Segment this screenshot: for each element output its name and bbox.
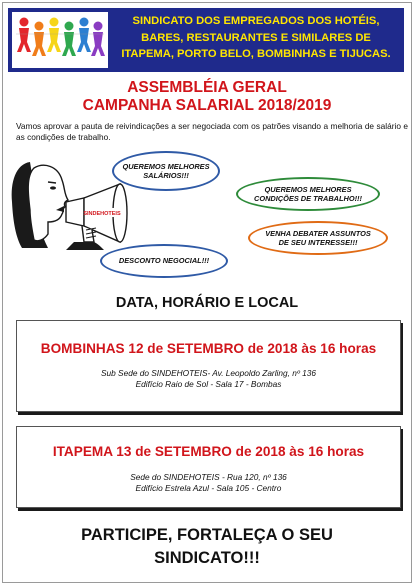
speech-bubble-conditions bbox=[236, 177, 380, 211]
union-name-line: BARES, RESTAURANTES E SIMILARES DE bbox=[141, 31, 371, 44]
intro-text: Vamos aprovar a pauta de reivindicações a ser negociada com os patrões visando a melhoria de salário e as condições de trabalho. bbox=[16, 121, 408, 142]
event-title: ITAPEMA 13 de SETEMBRO de 2018 às 16 horas bbox=[52, 444, 365, 459]
union-name-line: ITAPEMA, PORTO BELO, BOMBINHAS E TIJUCAS. bbox=[121, 48, 391, 60]
megaphone-label: SINDEHOTEIS bbox=[83, 211, 121, 217]
event-card-bombinhas bbox=[16, 320, 401, 412]
bubble-text: DE SEU INTERESSE!!! bbox=[278, 238, 358, 247]
union-name bbox=[108, 13, 404, 63]
event-card-itapema bbox=[16, 426, 401, 508]
bubble-text: QUEREMOS MELHORES bbox=[122, 161, 210, 171]
bubble-text: VENHA DEBATER ASSUNTOS bbox=[265, 228, 371, 238]
page-title: ASSEMBLÉIA GERAL bbox=[127, 79, 287, 96]
bubble-text: CONDIÇÕES DE TRABALHO!!! bbox=[254, 194, 362, 203]
event-title: BOMBINHAS 12 de SETEMBRO de 2018 às 16 horas bbox=[40, 341, 377, 356]
people-chain-logo-icon bbox=[12, 12, 108, 68]
union-name-line: SINDICATO DOS EMPREGADOS DOS HOTÉIS, bbox=[132, 15, 380, 27]
event-address: Sub Sede do SINDEHOTEIS- Av. Leopoldo Zarling, nº 136 bbox=[100, 368, 317, 378]
speech-bubble-discount bbox=[100, 244, 228, 278]
speech-bubble-debate bbox=[248, 221, 388, 255]
bubble-text: SALÁRIOS!!! bbox=[143, 171, 189, 180]
event-address: Sede do SINDEHOTEIS - Rua 120, nº 136 bbox=[130, 472, 287, 482]
bubble-text: QUEREMOS MELHORES bbox=[264, 184, 352, 194]
bubble-text: DESCONTO NEGOCIAL!!! bbox=[118, 256, 210, 266]
section-heading: DATA, HORÁRIO E LOCAL bbox=[115, 295, 299, 311]
speech-bubble-salaries bbox=[112, 151, 220, 191]
header-banner bbox=[8, 8, 404, 72]
cta-line: PARTICIPE, FORTALEÇA O SEU bbox=[81, 526, 333, 544]
page-subtitle: CAMPANHA SALARIAL 2018/2019 bbox=[82, 97, 332, 114]
call-to-action bbox=[0, 524, 414, 570]
event-building: Edifício Estrela Azul - Sala 105 - Centro bbox=[135, 483, 282, 493]
event-building: Edifício Raio de Sol - Sala 17 - Bombas bbox=[135, 379, 282, 389]
cta-line: SINDICATO!!! bbox=[154, 549, 260, 567]
